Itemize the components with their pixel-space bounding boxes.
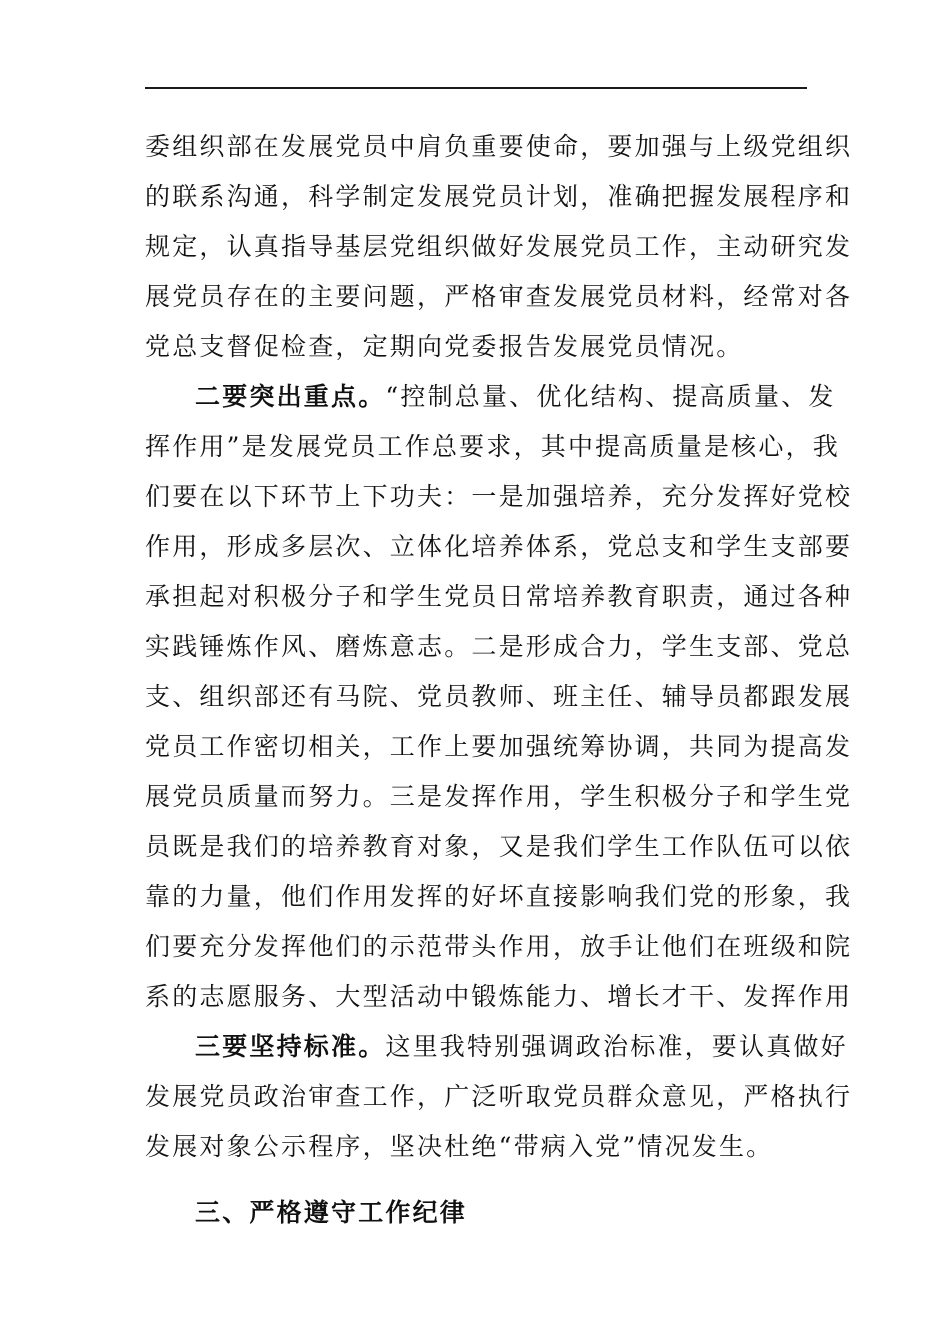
paragraph-line: 挥作用”是发展党员工作总要求，其中提高质量是核心，我 xyxy=(145,432,840,461)
paragraph-text: 这里我特别强调政治标准，要认真做好 xyxy=(385,1032,848,1061)
paragraph-line: 们要在以下环节上下功夫：一是加强培养，充分发挥好党校 xyxy=(145,482,853,511)
paragraph-first-line xyxy=(145,372,836,422)
paragraph-line: 实践锤炼作风、磨炼意志。二是形成合力，学生支部、党总 xyxy=(145,632,853,661)
paragraph-1 xyxy=(145,122,853,372)
paragraph-line: 党总支督促检查，定期向党委报告发展党员情况。 xyxy=(145,332,744,361)
paragraph-line: 支、组织部还有马院、党员教师、班主任、辅导员都跟发展 xyxy=(145,682,853,711)
paragraph-line: 规定，认真指导基层党组织做好发展党员工作，主动研究发 xyxy=(145,232,853,261)
paragraph-line: 展党员质量而努力。三是发挥作用，学生积极分子和学生党 xyxy=(145,782,853,811)
paragraph-gap xyxy=(145,1172,807,1188)
paragraph-2 xyxy=(145,372,853,1022)
paragraph-line: 党员工作密切相关，工作上要加强统筹协调，共同为提高发 xyxy=(145,732,853,761)
paragraph-lead: 三要坚持标准。 xyxy=(195,1032,386,1061)
header-rule xyxy=(145,87,807,89)
paragraph-lead: 二要突出重点。 xyxy=(195,382,386,411)
paragraph-line: 展党员存在的主要问题，严格审查发展党员材料，经常对各 xyxy=(145,282,853,311)
section-heading: 三、严格遵守工作纪律 xyxy=(195,1198,468,1227)
paragraph-first-line xyxy=(145,1022,848,1072)
paragraph-line: 员既是我们的培养教育对象，又是我们学生工作队伍可以依 xyxy=(145,832,853,861)
paragraph-line: 发展党员政治审查工作，广泛听取党员群众意见，严格执行 xyxy=(145,1082,853,1111)
paragraph-line: 们要充分发挥他们的示范带头作用，放手让他们在班级和院 xyxy=(145,932,853,961)
paragraph-line: 委组织部在发展党员中肩负重要使命，要加强与上级党组织 xyxy=(145,132,853,161)
paragraph-line: 发展对象公示程序，坚决杜绝“带病入党”情况发生。 xyxy=(145,1132,774,1161)
paragraph-line: 系的志愿服务、大型活动中锻炼能力、增长才干、发挥作用 xyxy=(145,982,853,1011)
paragraph-line: 的联系沟通，科学制定发展党员计划，准确把握发展程序和 xyxy=(145,182,853,211)
document-body xyxy=(145,122,853,1238)
paragraph-3 xyxy=(145,1022,853,1172)
paragraph-text: “控制总量、优化结构、提高质量、发 xyxy=(385,382,836,411)
paragraph-line: 靠的力量，他们作用发挥的好坏直接影响我们党的形象，我 xyxy=(145,882,853,911)
paragraph-line: 承担起对积极分子和学生党员日常培养教育职责，通过各种 xyxy=(145,582,853,611)
paragraph-line: 作用，形成多层次、立体化培养体系，党总支和学生支部要 xyxy=(145,532,853,561)
